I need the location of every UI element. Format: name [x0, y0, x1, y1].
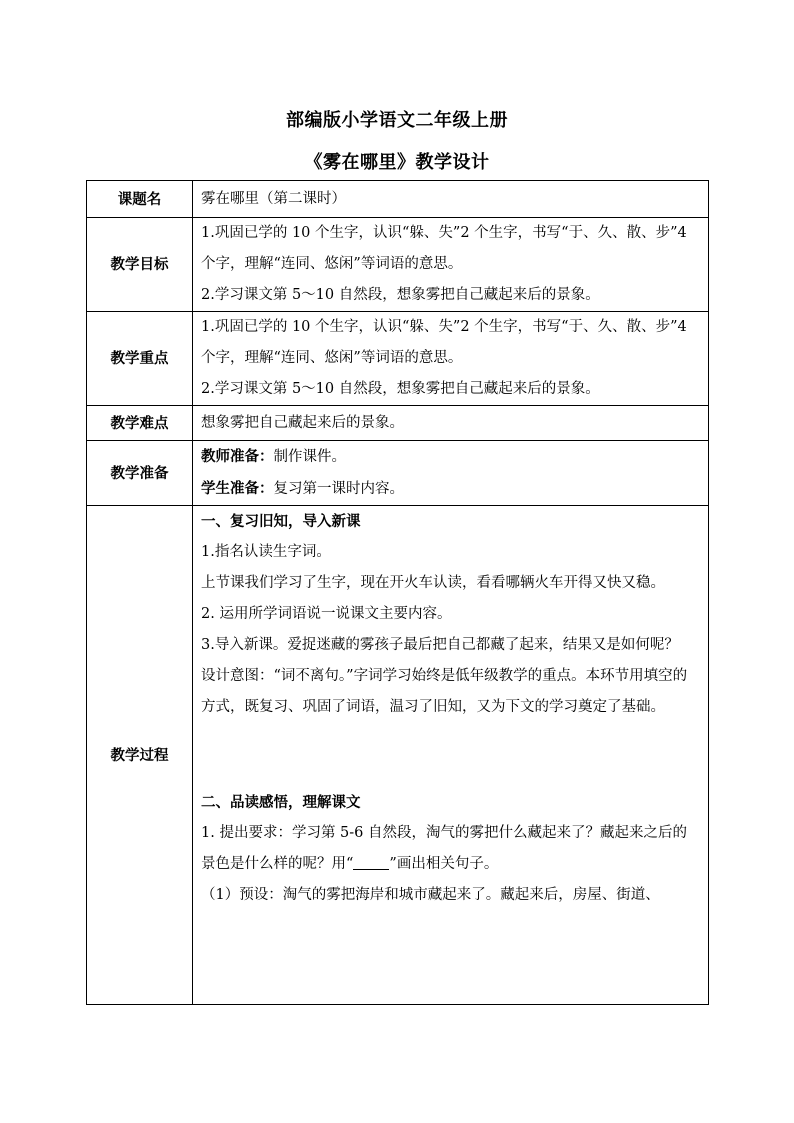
table-row-keypoints	[87, 312, 709, 406]
process-s1-line1: 1.指名认读生字词。	[201, 544, 331, 560]
prep-student-label: 学生准备：	[201, 480, 274, 497]
prep-student-value: 复习第一课时内容。	[273, 481, 404, 497]
table-row-process	[87, 506, 709, 1005]
row-label-process: 教学过程	[87, 506, 193, 1005]
prep-teacher-label: 教师准备：	[201, 448, 274, 465]
table-row-topic	[87, 181, 709, 218]
row-label-keypoints: 教学重点	[87, 312, 193, 406]
process-section2-heading: 二、品读感悟，理解课文	[201, 794, 361, 811]
process-s1-line2: 上节课我们学习了生字，现在开火车认读，看看哪辆火车开得又快又稳。	[201, 575, 665, 591]
document-subtitle: 《雾在哪里》教学设计	[304, 152, 490, 173]
row-value-prep	[193, 441, 709, 506]
fill-blank-underline	[353, 853, 389, 870]
document-title: 部编版小学语文二年级上册	[286, 110, 508, 131]
table-row-prep	[87, 441, 709, 506]
row-value-keypoints	[193, 312, 709, 406]
prep-teacher	[201, 441, 700, 473]
process-s1-line5: 设计意图：“词不离句。”字词学习始终是低年级教学的重点。本环节用填空的方式，既复习、巩固了词语，温习了旧知，又为下文的学习奠定了基础。	[201, 668, 688, 715]
row-value-process	[193, 506, 709, 1005]
row-label-difficulty: 教学难点	[87, 406, 193, 441]
row-label-topic: 课题名	[87, 181, 193, 218]
keypoints-line-1: 1.巩固已学的 10 个生字，认识“躲、失”2 个生字，书写“于、久、散、步”4 个字，理解“连同、悠闲”等词语的意思。	[201, 319, 687, 366]
table-row-goals	[87, 218, 709, 312]
goals-line-1: 1.巩固已学的 10 个生字，认识“躲、失”2 个生字，书写“于、久、散、步”4 个字，理解“连同、悠闲”等词语的意思。	[201, 225, 687, 272]
row-value-goals	[193, 218, 709, 312]
prep-teacher-value: 制作课件。	[273, 449, 346, 465]
process-s2-line2: （1）预设：淘气的雾把海岸和城市藏起来了。藏起来后，房屋、街道、	[201, 887, 660, 903]
table-row-difficulty	[87, 406, 709, 441]
process-s1-line3: 2. 运用所学词语说一说课文主要内容。	[201, 606, 452, 622]
process-s2-line1	[201, 818, 700, 880]
lesson-plan-table	[86, 180, 709, 1005]
process-s2-line1-a: 1. 提出要求：学习第 5-6 自然段，淘气的雾把什么藏起来了？藏起来之后的景色是什么样的呢？用“	[201, 825, 688, 872]
row-value-topic: 雾在哪里（第二课时）	[193, 181, 709, 218]
process-s2-line1-b: ”画出相关句子。	[389, 856, 499, 872]
process-spacer	[201, 723, 700, 787]
row-label-goals: 教学目标	[87, 218, 193, 312]
keypoints-line-2: 2.学习课文第 5～10 自然段，想象雾把自己藏起来后的景象。	[201, 381, 600, 397]
process-section1-heading: 一、复习旧知，导入新课	[201, 513, 361, 530]
process-s1-line4: 3.导入新课。爱捉迷藏的雾孩子最后把自己都藏了起来，结果又是如何呢？	[201, 637, 679, 653]
prep-student	[201, 473, 700, 505]
goals-line-2: 2.学习课文第 5～10 自然段，想象雾把自己藏起来后的景象。	[201, 287, 600, 303]
row-value-difficulty: 想象雾把自己藏起来后的景象。	[193, 406, 709, 441]
row-label-prep: 教学准备	[87, 441, 193, 506]
